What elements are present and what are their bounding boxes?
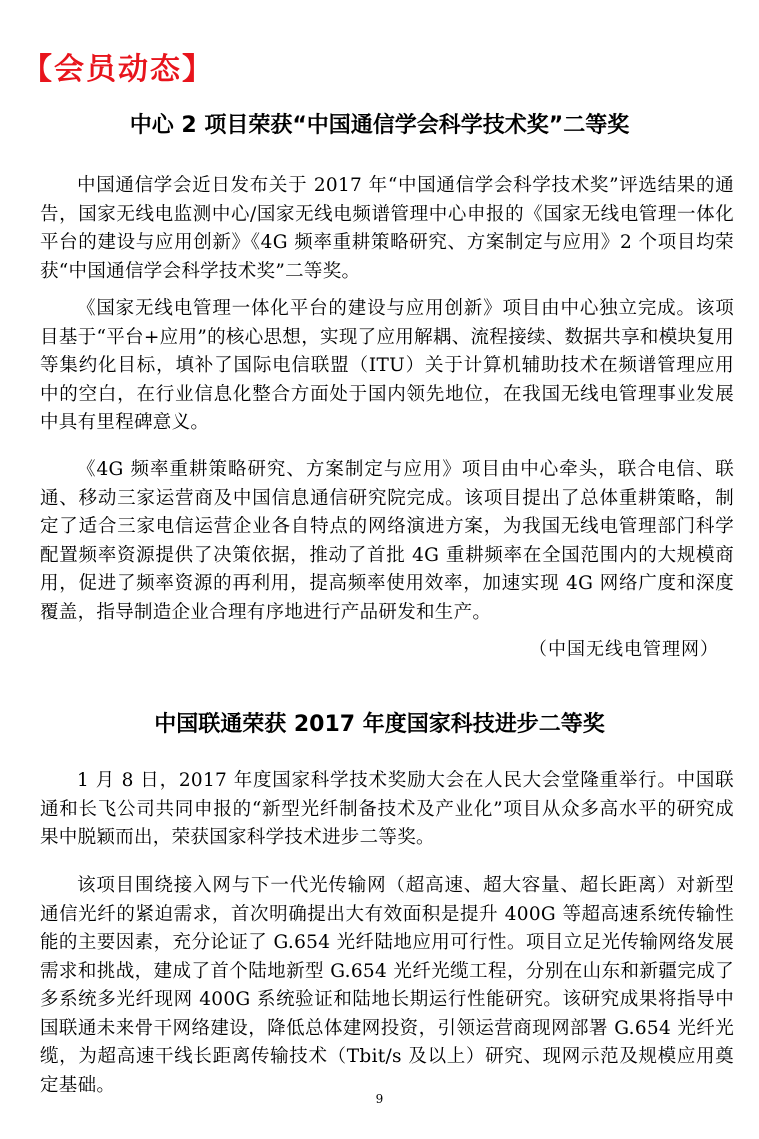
article-1-paragraph-2: 《国家无线电管理一体化平台的建设与应用创新》项目由中心独立完成。该项目基于“平台+应用”的核心思想，实现了应用解耦、流程接续、数据共享和模块复用等集约化目标，填补了国际电信联盟（ITU）关于计算机辅助技术在频谱管理应用中的空白，在行业信息化整合方面处于国内领先地位，在我国无线电管理事业发展中具有里程碑意义。 xyxy=(40,298,734,433)
article-1-paragraph-1: 中国通信学会近日发布关于 2017 年“中国通信学会科学技术奖”评选结果的通告，国家无线电监测中心/国家无线电频谱管理中心申报的《国家无线电管理一体化平台的建设与应用创新》《4G 频率重耕策略研究、方案制定与应用》2 个项目均荣获“中国通信学会科学技术奖”二等奖。 xyxy=(40,175,734,282)
section-tag: 【会员动态】 xyxy=(22,52,214,87)
article-2-paragraph-2: 该项目围绕接入网与下一代光传输网（超高速、超大容量、超长距离）对新型通信光纤的紧迫需求，首次明确提出大有效面积是提升 400G 等超高速系统传输性能的主要因素，充分论证了 G.654 光纤陆地应用可行性。项目立足光传输网络发展需求和挑战，建成了首个陆地新型 G.654 光纤光缆工程，分别在山东和新疆完成了多系统多光纤现网 400G 系统验证和陆地长期运行性能研究。该研究成果将指导中国联通未来骨干网络建设，降低总体建网投资，引领运营商现网部署 G.654 光纤光缆，为超高速干线长距离传输技术（Tbit/s 及以上）研究、现网示范及规模应用奠定基础。 xyxy=(40,875,734,1096)
article-title-1: 中心 2 项目荣获“中国通信学会科学技术奖”二等奖 xyxy=(129,113,630,138)
article-1-paragraph-3: 《4G 频率重耕策略研究、方案制定与应用》项目由中心牵头，联合电信、联通、移动三家运营商及中国信息通信研究院完成。该项目提出了总体重耕策略，制定了适合三家电信运营企业各自特点的网络演进方案，为我国无线电管理部门科学配置频率资源提供了决策依据，推动了首批 4G 重耕频率在全国范围内的大规模商用，促进了频率资源的再利用，提高频率使用效率，加速实现 4G 网络广度和深度覆盖，指导制造企业合理有序地进行产品研发和生产。 xyxy=(40,459,734,623)
page-number: 9 xyxy=(375,1092,384,1106)
article-1-source: （中国无线电管理网） xyxy=(529,639,719,660)
article-title-2: 中国联通荣获 2017 年度国家科技进步二等奖 xyxy=(154,712,605,737)
article-2-paragraph-1: 1 月 8 日，2017 年度国家科学技术奖励大会在人民大会堂隆重举行。中国联通和长飞公司共同申报的“新型光纤制备技术及产业化”项目从众多高水平的研究成果中脱颖而出，荣获国家科学技术进步二等奖。 xyxy=(40,770,734,848)
